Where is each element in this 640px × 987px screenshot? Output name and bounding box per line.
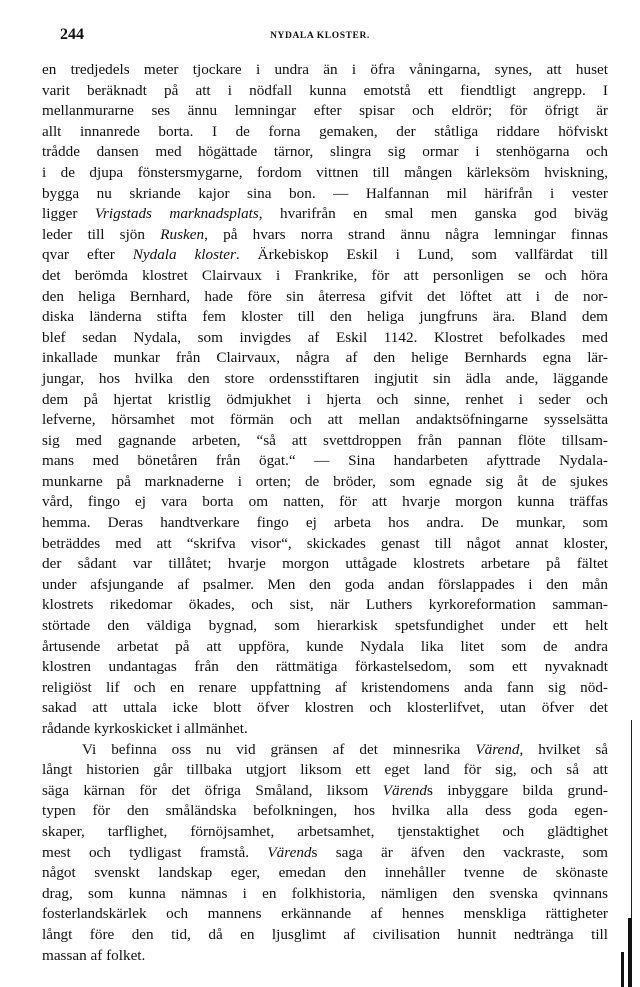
text-line: blef sedan Nydala, som invigdes af Eskil 1142. Klostret befolkades med [42, 328, 608, 346]
text-line: bygga nu skriande kajor sina bon. — Halfannan mil härifrån i vester [42, 184, 608, 202]
text-line: sig med gagnande arbeten, “så att svettdroppen från pannan flöte tillsam- [42, 431, 608, 449]
text-line: trådde dansen med högättade tärnor, slingra sig ormar i stenhögarna och [42, 143, 608, 161]
text-line: det berömda klostret Clairvaux i Frankrike, för att personligen se och höra [42, 266, 608, 284]
text-line: dem på hjertat kristlig ödmjukhet i hjerta och sinne, renhet i seder och [42, 390, 608, 408]
text-line: ligger Vrigstads marknadsplats, hvarifrån en smal men ganska god biväg [42, 205, 608, 223]
text-line: i de djupa fönstersmygarne, fordom vittnen till mången kärleksöm hviskning, [42, 163, 608, 181]
text-line: mans med bönetåren från ögat.“ — Sina handarbeten afyttrade Nydala- [42, 452, 608, 470]
scan-edge-mark [628, 918, 632, 987]
text-line: klostrets rikedomar ökades, och sist, när Luthers kyrkoreformation samman- [42, 596, 608, 614]
text-line: massan af folket. [42, 946, 146, 964]
text-line: sakad att uttala icke blott öfver klostren och klosterlifvet, utan öfver det [42, 699, 608, 717]
text-line: leder till sjön Rusken, på hvars norra strand ännu några lemningar finnas [42, 225, 608, 243]
text-line: störtade den väldiga bygnad, som hierarkisk spetsfundighet under ett helt [42, 617, 608, 635]
text-line: en tredjedels meter tjockare i undra än i öfra våningarna, synes, att huset [42, 61, 608, 78]
paragraph [42, 740, 608, 967]
text-line: under afsjungande af psalmer. Men den goda andan förslappades i den mån [42, 575, 608, 593]
text-line: klostren undantagas från den rättmätiga förkastelsedom, som ett nyvaknadt [42, 658, 608, 676]
text-line: inkallade munkar från Clairvaux, några af den helige Bernhards egna lär- [42, 349, 608, 367]
text-line: qvar efter Nydala kloster. Ärkebiskop Eskil i Lund, som vallfärdat till [42, 246, 608, 264]
text-line: fosterlandskärlek och mannens erkännande af hennes menskliga rättigheter [42, 905, 608, 923]
text-line: drag, som kunna nämnas i en folkhistoria, nämligen den svenska qvinnans [42, 884, 608, 902]
text-line: långt historien går tillbaka utgjort liksom ett eget land för sig, och så att [42, 761, 608, 779]
page-body [42, 60, 608, 966]
page-number: 244 [60, 26, 84, 43]
text-line: skaper, tarflighet, förnöjsamhet, arbetsamhet, tjenstaktighet och glädtighet [42, 822, 608, 840]
text-line: mellanmurarne ses ännu lemningar efter spisar och eldrör; för öfrigt är [42, 102, 608, 120]
text-line: säga kärnan för det öfriga Småland, liksom Värends inbyggare bilda grund- [42, 781, 608, 799]
text-line: rådande kyrkoskicket i allmänhet. [42, 720, 248, 737]
text-line: jungar, hos hvilka den store ordensstiftaren ingjutit sin ädla ande, läggande [42, 369, 608, 387]
text-line: lefverne, hörsamhet mot förmän och att mellan andaktsöfningarne sysselsätta [42, 411, 608, 429]
text-line: Vi befinna oss nu vid gränsen af det minnesrika Värend, hvilket så [82, 740, 608, 758]
text-line: hemma. Deras handtverkare fingo ej arbeta hos andra. De munkar, som [42, 514, 608, 532]
running-title: NYDALA KLOSTER. [270, 31, 370, 41]
text-line: mest och tydligast framstå. Värends saga är äfven den vackraste, som [42, 843, 608, 861]
text-line: vård, fingo ej vara borta om natten, för att hvarje morgon kunna träffas [42, 493, 608, 511]
scan-edge-mark [621, 952, 624, 987]
text-line: munkarne på marknaderne i orten; de bröder, som egnade sig åt de sjukes [42, 472, 608, 490]
text-line: årtusende arbetat på att uppföra, kunde Nydala lika litet som de andra [42, 637, 608, 655]
text-line: diska länderna stifta fem kloster till den heliga jungfruns ära. Bland dem [42, 308, 608, 326]
paragraph [42, 60, 608, 740]
text-line: varit beräknadt på att i nödfall kunna emotstå ett fiendtligt angrepp. I [42, 81, 608, 99]
text-line: långt före den tid, då en ljusglimt af civilisation hunnit nedtränga till [42, 925, 608, 943]
text-line: religiöst lif och en renare uppfattning af kristendomens anda fann sig nöd- [42, 678, 608, 696]
text-line: något svenskt landskap eger, emedan den innehåller tvenne de skönaste [42, 864, 608, 882]
text-line: den heliga Bernhard, hade före sin återresa gifvit det löftet att i de nor- [42, 287, 608, 305]
text-line: typen för den småländska befolkningen, hos hvilka alla dess goda egen- [42, 802, 608, 820]
text-line: allt innanrede borta. I de forna gemaken, der ståtliga riddare höfviskt [42, 122, 608, 140]
text-line: der sådant var tillåtet; hvarje morgon uttågade klostrets arbetare på fältet [42, 555, 608, 573]
text-line: beträddes med att “skrifva visor“, skickades genast till något annat kloster, [42, 534, 608, 552]
